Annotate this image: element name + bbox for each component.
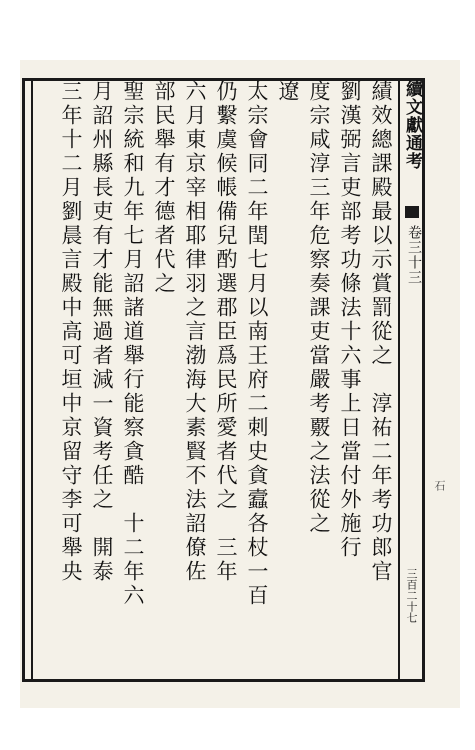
- page-number: 三百二十七: [405, 568, 418, 623]
- volume-label: 卷三十三: [406, 225, 422, 285]
- text-column: 部民舉有才德者代之: [152, 80, 176, 296]
- text-column: 月詔州縣長吏有才能無過者減一資考任之 開泰: [90, 80, 114, 584]
- text-column: 績效總課殿最以示賞罰從之 淳祐二年考功郎官: [369, 80, 393, 584]
- margin-mark: 石: [433, 480, 446, 491]
- text-column: 三年十二月劉晨言殿中高可垣中京留守李可舉央: [59, 80, 83, 584]
- fishtail-mark: [405, 206, 419, 218]
- book-title: 續文獻通考: [402, 80, 422, 170]
- main-text: [50, 80, 396, 680]
- frame-inner-rule: [31, 78, 33, 682]
- text-column: 仍繫虞候帳備兒酌選郡臣爲民所愛者代之 三年: [214, 80, 238, 584]
- text-column: 聖宗統和九年七月詔諸道舉行能察貪酷 十二年六: [121, 80, 145, 608]
- text-column: 劉漢弼言吏部考功條法十六事上日當付外施行: [338, 80, 362, 560]
- text-column: 六月東京宰相耶律羽之言渤海大素賢不法詔僚佐: [183, 80, 207, 584]
- text-column: 遼: [276, 80, 300, 104]
- text-column: 太宗會同二年閏七月以南王府二刺史貪蠧各杖一百: [245, 80, 269, 608]
- text-column: 度宗咸淳三年危察奏課吏當嚴考覈之法從之: [307, 80, 331, 536]
